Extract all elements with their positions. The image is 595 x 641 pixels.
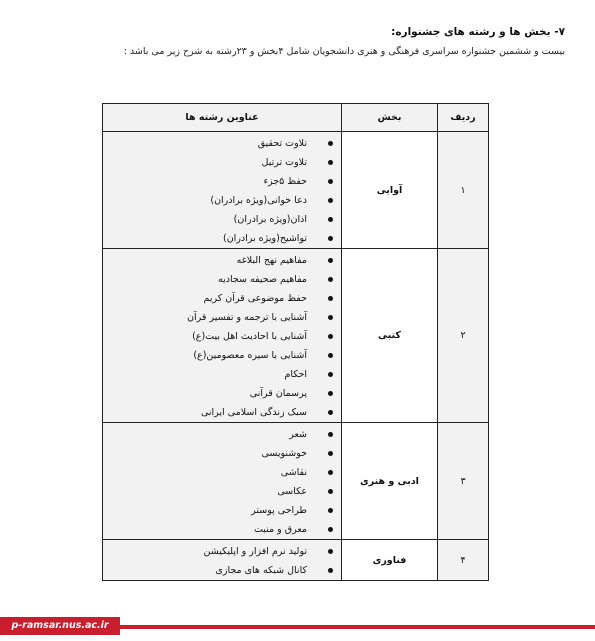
- header-bakhsh: بخش: [342, 104, 438, 132]
- section-heading: ۷- بخش ها و رشته های جشنواره:: [391, 26, 565, 38]
- header-subjects: عناوین رشته ها: [103, 104, 342, 132]
- subjects-cell: [103, 249, 342, 423]
- subjects-cell: [103, 540, 342, 581]
- row-number: ۴: [438, 540, 489, 581]
- list-item: اذان(ویژه برادران): [103, 210, 307, 229]
- list-item: مفاهیم نهج البلاغه: [103, 251, 307, 270]
- table-body: [103, 132, 489, 581]
- list-item: خوشنویسی: [103, 444, 307, 463]
- list-item: حفظ موضوعی قرآن کریم: [103, 289, 307, 308]
- intro-paragraph: بیست و ششمین جشنواره سراسری فرهنگی و هنری دانشجویان شامل ۴بخش و ۲۳رشته به شرح زیر می باشد :: [123, 46, 565, 57]
- subjects-cell: [103, 423, 342, 540]
- table-row: [103, 249, 489, 423]
- list-item: پرسمان قرآنی: [103, 384, 307, 403]
- list-item: حفظ ۵جزء: [103, 172, 307, 191]
- section-name: آوایی: [342, 132, 438, 249]
- list-item: تواشیح(ویژه برادران): [103, 229, 307, 248]
- list-item: عکاسی: [103, 482, 307, 501]
- festival-fields-table: [102, 103, 489, 581]
- list-item: کانال شبکه های مجازی: [103, 561, 307, 580]
- subject-list: [103, 134, 341, 248]
- list-item: آشنایی با سیره معصومین(ع): [103, 346, 307, 365]
- table-header-row: [103, 104, 489, 132]
- section-name: فناوری: [342, 540, 438, 581]
- list-item: شعر: [103, 425, 307, 444]
- table-row: [103, 540, 489, 581]
- footer-site-link[interactable]: p-ramsar.nus.ac.ir: [0, 617, 120, 635]
- table-row: [103, 423, 489, 540]
- list-item: دعا خوانی(ویژه برادران): [103, 191, 307, 210]
- list-item: سبک زندگی اسلامی ایرانی: [103, 403, 307, 422]
- list-item: آشنایی با ترجمه و تفسیر قرآن: [103, 308, 307, 327]
- subject-list: [103, 251, 341, 422]
- list-item: احکام: [103, 365, 307, 384]
- section-name: کتبی: [342, 249, 438, 423]
- subject-list: [103, 542, 341, 580]
- list-item: تلاوت تحقیق: [103, 134, 307, 153]
- footer-rule: [120, 625, 595, 629]
- list-item: آشنایی با احادیث اهل بیت(ع): [103, 327, 307, 346]
- header-radif: ردیف: [438, 104, 489, 132]
- list-item: تلاوت ترتیل: [103, 153, 307, 172]
- list-item: طراحی پوستر: [103, 501, 307, 520]
- row-number: ۲: [438, 249, 489, 423]
- list-item: نقاشی: [103, 463, 307, 482]
- subjects-cell: [103, 132, 342, 249]
- row-number: ۳: [438, 423, 489, 540]
- section-name: ادبی و هنری: [342, 423, 438, 540]
- list-item: تولید نرم افزار و اپلیکیشن: [103, 542, 307, 561]
- list-item: معرق و منبت: [103, 520, 307, 539]
- row-number: ۱: [438, 132, 489, 249]
- list-item: مفاهیم صحیفه سجادیه: [103, 270, 307, 289]
- subject-list: [103, 425, 341, 539]
- table-row: [103, 132, 489, 249]
